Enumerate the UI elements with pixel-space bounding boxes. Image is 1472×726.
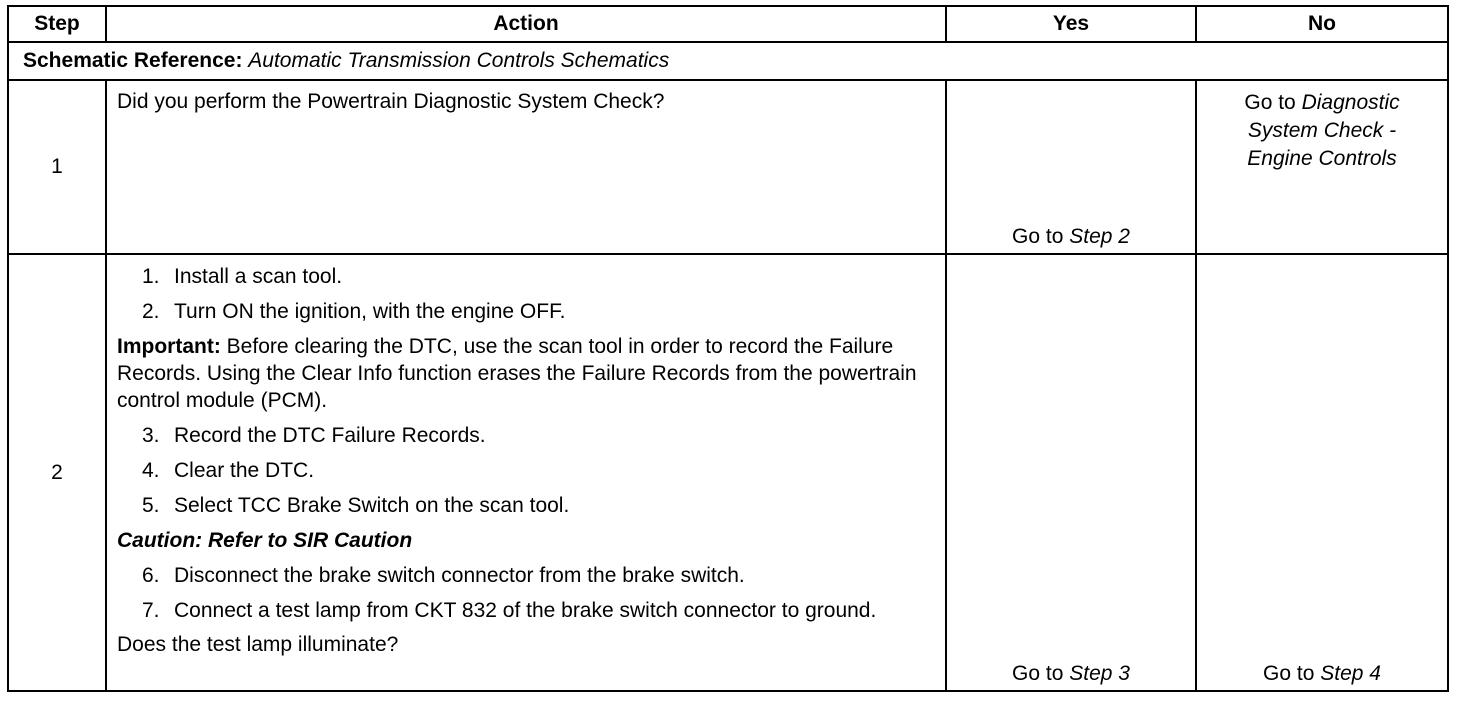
caution-note[interactable]: Caution: Refer to SIR Caution (117, 529, 413, 552)
no-prefix: Go to (1244, 91, 1296, 114)
list-item: 4. Clear the DTC. (142, 459, 315, 482)
list-item: 3. Record the DTC Failure Records. (142, 424, 486, 447)
yes-prefix: Go to (1012, 225, 1064, 248)
no-link[interactable]: Step 4 (1320, 662, 1381, 685)
no-nav (1197, 662, 1447, 686)
table-row-step-1 (8, 80, 1448, 254)
yes-prefix: Go to (1012, 662, 1064, 685)
action-list-b (117, 422, 935, 519)
no-cell (1196, 80, 1448, 254)
yes-link[interactable]: Step 2 (1069, 225, 1130, 248)
list-item: 1. Install a scan tool. (142, 265, 343, 288)
action-question: Does the test lamp illuminate? (117, 633, 399, 656)
schematic-reference-row (8, 42, 1448, 80)
header-step: Step (8, 6, 106, 42)
header-row (8, 6, 1448, 42)
schematic-reference-link[interactable]: Automatic Transmission Controls Schematics (248, 49, 670, 72)
list-item: 5. Select TCC Brake Switch on the scan tool. (142, 494, 570, 517)
list-item: 7. Connect a test lamp from CKT 832 of the brake switch connector to ground. (142, 599, 877, 622)
important-label: Important: (117, 335, 221, 358)
schematic-reference-label: Schematic Reference: (23, 49, 243, 72)
schematic-reference-cell (8, 42, 1448, 80)
important-note (117, 333, 935, 414)
list-item: 2. Turn ON the ignition, with the engine OFF. (142, 300, 566, 323)
list-item: 6. Disconnect the brake switch connector from the brake switch. (142, 564, 745, 587)
action-cell (106, 80, 946, 254)
yes-cell (946, 254, 1196, 691)
step-number: 1 (8, 80, 106, 254)
action-list-a (117, 263, 935, 325)
header-no: No (1196, 6, 1448, 42)
yes-link[interactable]: Step 3 (1069, 662, 1130, 685)
action-cell (106, 254, 946, 691)
no-cell (1196, 254, 1448, 691)
table-row-step-2 (8, 254, 1448, 691)
important-text: Before clearing the DTC, use the scan tool in order to record the Failure Records. Using the Clear Info function erases the Failure Records from the powertrain control module (PCM). (117, 335, 917, 412)
action-question: Did you perform the Powertrain Diagnostic System Check? (117, 90, 665, 113)
no-prefix: Go to (1263, 662, 1315, 685)
action-list-c (117, 562, 935, 624)
yes-cell (946, 80, 1196, 254)
yes-nav (947, 662, 1195, 686)
step-number: 2 (8, 254, 106, 691)
yes-nav (947, 225, 1195, 249)
diagnostic-table (7, 5, 1449, 692)
no-nav (1197, 81, 1447, 173)
no-link[interactable]: Diagnostic System Check - Engine Controls (1247, 91, 1400, 170)
header-yes: Yes (946, 6, 1196, 42)
header-action: Action (106, 6, 946, 42)
